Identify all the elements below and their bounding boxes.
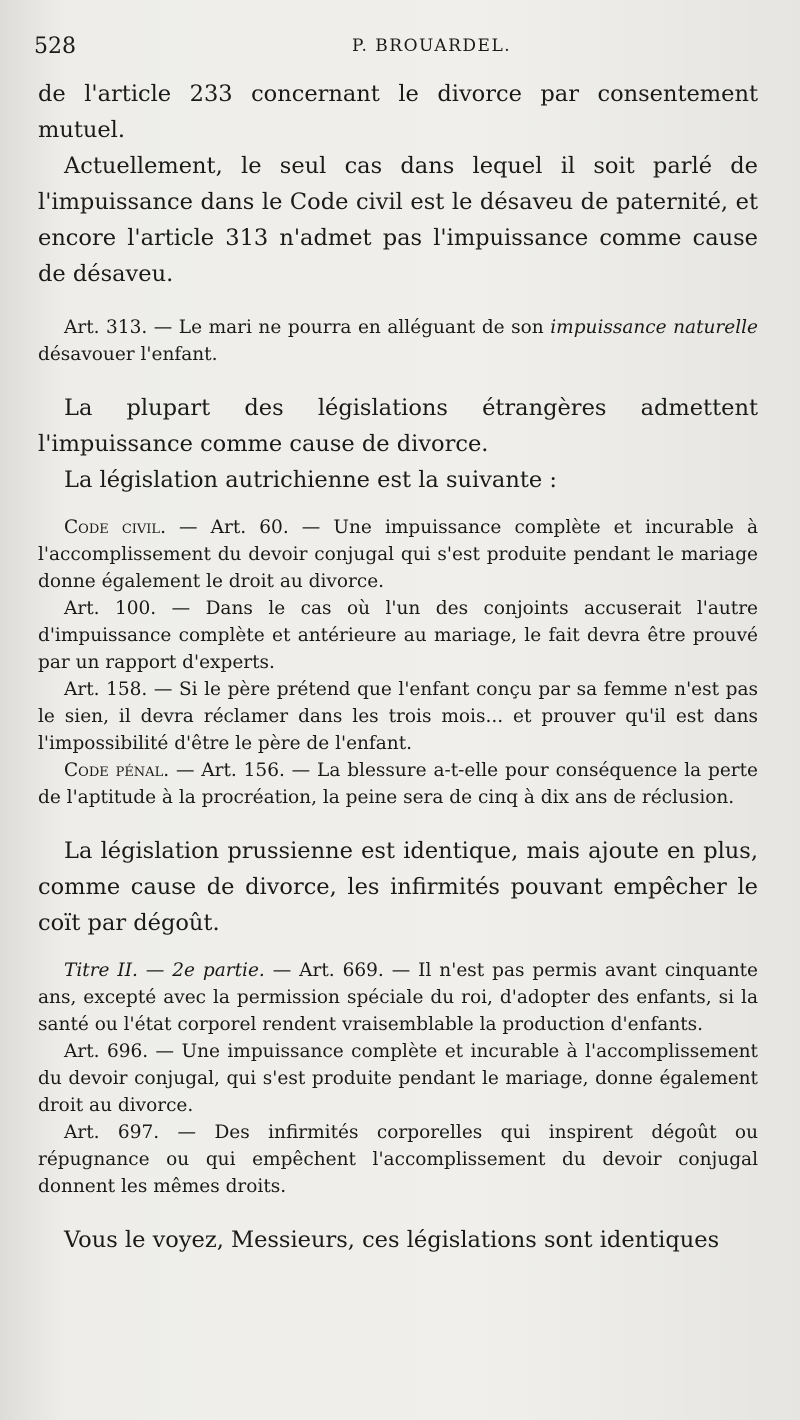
paragraph-continuation: de l'article 233 concernant le divorce par consentement mutuel. <box>38 81 758 143</box>
emphasis: 2e partie. <box>172 960 265 981</box>
quote-art-697: Art. 697. — Des infirmités corporelles qui inspirent dégoût ou répugnance ou qui empêchent l'accomplissement du devoir conjugal donnent les mêmes droits. <box>38 1122 758 1197</box>
page-number: 528 <box>34 34 76 59</box>
emphasis: impuissance naturelle <box>550 317 759 338</box>
paragraph-legislations: La plupart des législations étrangères admettent l'impuissance comme cause de divorce. <box>38 395 758 457</box>
quote-art-158: Art. 158. — Si le père prétend que l'enfant conçu par sa femme n'est pas le sien, il devra réclamer dans les trois mois... et prouver qu'il est dans l'impossibilité d'être le père de l'enfant. <box>38 679 758 754</box>
quote-art-696: Art. 696. — Une impuissance complète et incurable à l'accomplissement du devoir conjugal, qui s'est produite pendant le mariage, donne également droit au divorce. <box>38 1041 758 1116</box>
page-header <box>34 34 760 64</box>
quote-label: Code civil. <box>64 517 166 538</box>
running-head: P. BROUARDEL. <box>352 36 512 56</box>
quote-label: Art. 313. <box>64 317 148 338</box>
paragraph-conclusion: Vous le voyez, Messieurs, ces législations sont identiques <box>64 1227 720 1253</box>
quote-art-100: Art. 100. — Dans le cas où l'un des conjoints accuserait l'autre d'impuissance complète et antérieure au mariage, le fait devra être prouvé par un rapport d'experts. <box>38 598 758 673</box>
emphasis: Titre II. <box>64 960 138 981</box>
quote-code-civil-art-60: Code civil. — Art. 60. — Une impuissance complète et incurable à l'accomplissement du devoir conjugal qui s'est produite pendant le mariage donne également le droit au divorce. <box>38 517 758 592</box>
quote-art-669: Titre II. — 2e partie. — Art. 669. — Il n'est pas permis avant cinquante ans, excepté avec la permission spéciale du roi, d'adopter des enfants, si la santé ou l'état corporel rendent vraisemblable la production d'enfants. <box>38 960 758 1035</box>
paragraph-prussian: La législation prussienne est identique, mais ajoute en plus, comme cause de divorce, les infirmités pouvant empêcher le coït par dégoût. <box>38 838 758 936</box>
paragraph-code-civil: Actuellement, le seul cas dans lequel il soit parlé de l'impuissance dans le Code civil est le désaveu de paternité, et encore l'article 313 n'admet pas l'impuissance comme cause de désaveu. <box>38 153 758 287</box>
quote-code-penal-art-156: Code pénal. — Art. 156. — La blessure a-t-elle pour conséquence la perte de l'aptitude à la procréation, la peine sera de cinq à dix ans de réclusion. <box>38 760 759 808</box>
page-body <box>38 76 758 1258</box>
paragraph-austrian: La législation autrichienne est la suivante : <box>64 467 557 493</box>
quote-label: Code pénal. <box>64 760 170 781</box>
quote-art-313: Art. 313. — Le mari ne pourra en alléguant de son impuissance naturelle désavouer l'enfant. <box>38 317 759 365</box>
